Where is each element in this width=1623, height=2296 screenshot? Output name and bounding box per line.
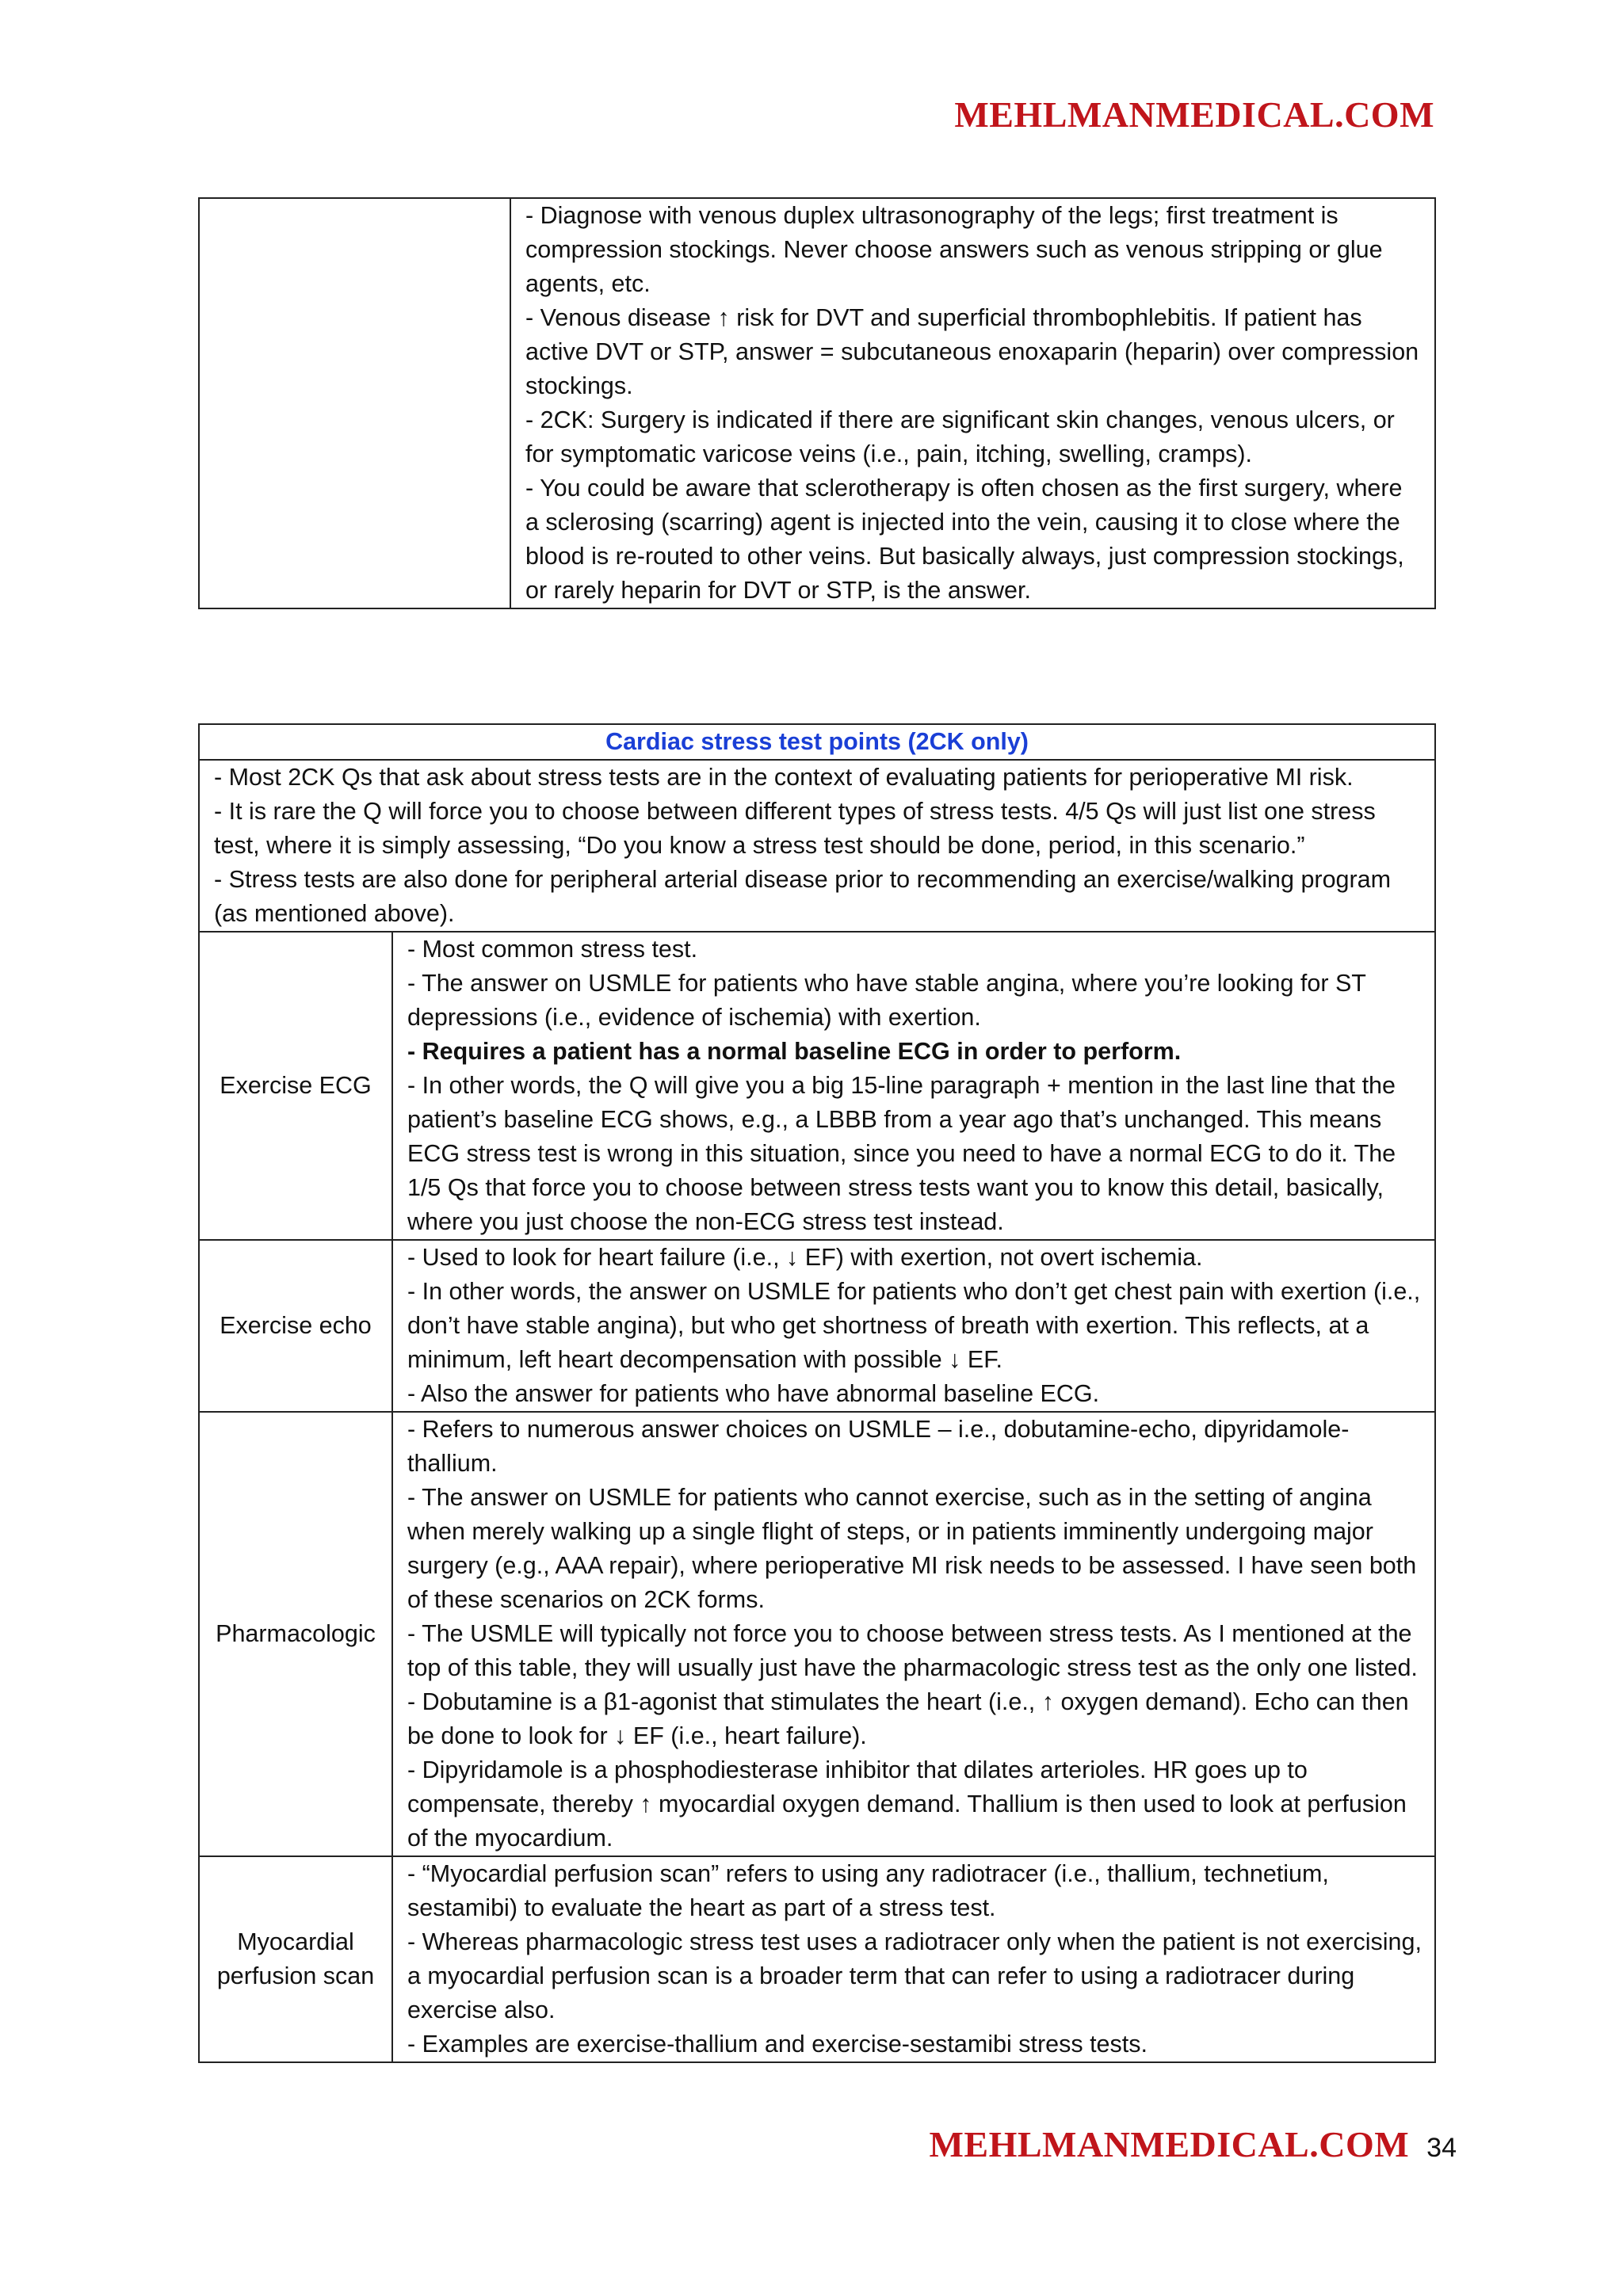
row-content [392, 1856, 1435, 2062]
table-row [199, 198, 1435, 608]
row-label-exercise-echo: Exercise echo [199, 1240, 392, 1412]
table-row [199, 1856, 1435, 2062]
page-footer [929, 2123, 1457, 2165]
header-brand: MEHLMANMEDICAL.COM [954, 94, 1434, 135]
bullet-line: - Venous disease ↑ risk for DVT and superficial thrombophlebitis. If patient has active DVT or STP, answer = subcutaneous enoxaparin (heparin) over compression stockings. [525, 304, 1419, 399]
bullet-line: - The answer on USMLE for patients who cannot exercise, such as in the setting of angina when merely walking up a single flight of steps, or in patients imminently undergoing major surgery (e.g., AAA repair), where perioperative MI risk needs to be assessed. I have seen both of these scenarios on 2CK forms. [407, 1484, 1417, 1613]
bullet-line: - “Myocardial perfusion scan” refers to using any radiotracer (i.e., thallium, technetium, sestamibi) to evaluate the heart as part of a stress test. [407, 1860, 1329, 1921]
bullet-line: - Stress tests are also done for peripheral arterial disease prior to recommending an exercise/walking program (as mentioned above). [214, 866, 1392, 927]
bullet-line: - Used to look for heart failure (i.e., ↓ EF) with exertion, not overt ischemia. [407, 1244, 1203, 1271]
bullet-line: - Dobutamine is a β1-agonist that stimulates the heart (i.e., ↑ oxygen demand). Echo can then be done to look for ↓ EF (i.e., heart failure). [407, 1688, 1409, 1749]
table-intro-cell [199, 760, 1435, 932]
bullet-line: - Also the answer for patients who have abnormal baseline ECG. [407, 1380, 1100, 1407]
table-intro-row [199, 760, 1435, 932]
bullet-line: - Most 2CK Qs that ask about stress tests are in the context of evaluating patients for perioperative MI risk. [214, 764, 1354, 791]
table-content-cell [510, 198, 1435, 608]
row-content [392, 1240, 1435, 1412]
table-label-cell [199, 198, 510, 608]
bullet-line: - You could be aware that sclerotherapy is often chosen as the first surgery, where a sclerosing (scarring) agent is injected into the vein, causing it to close where the blood is re-routed to other veins. But basically always, just compression stockings, or rarely heparin for DVT or STP, is the answer. [525, 475, 1404, 604]
bullet-line: - 2CK: Surgery is indicated if there are significant skin changes, venous ulcers, or for symptomatic varicose veins (i.e., pain, itching, swelling, cramps). [525, 406, 1395, 467]
bullet-line: - The answer on USMLE for patients who have stable angina, where you’re looking for ST depressions (i.e., evidence of ischemia) with exertion. [407, 970, 1366, 1031]
cardiac-stress-test-table [198, 723, 1436, 2063]
bullet-line: - Most common stress test. [407, 936, 698, 963]
varicose-veins-table [198, 197, 1436, 609]
bullet-line: - It is rare the Q will force you to choose between different types of stress tests. 4/5 Qs will just list one stress test, where it is simply assessing, “Do you know a stress test should be done, period, in this scenario.” [214, 798, 1376, 859]
row-content [392, 1412, 1435, 1856]
table-row [199, 1412, 1435, 1856]
row-content [392, 932, 1435, 1240]
bullet-line: - Refers to numerous answer choices on USMLE – i.e., dobutamine-echo, dipyridamole-thallium. [407, 1416, 1350, 1477]
bullet-line: - In other words, the answer on USMLE for patients who don’t get chest pain with exertion (i.e., don’t have stable angina), but who get shortness of breath with exertion. This reflects, at a minimum, left heart decompensation with possible ↓ EF. [407, 1278, 1421, 1373]
row-label-myocardial-perfusion-scan [199, 1856, 392, 2062]
bullet-line: - The USMLE will typically not force you to choose between stress tests. As I mentioned at the top of this table, they will usually just have the pharmacologic stress test as the only one listed. [407, 1620, 1418, 1681]
bullet-line: - Examples are exercise-thallium and exercise-sestamibi stress tests. [407, 2031, 1148, 2058]
label-line: perfusion scan [216, 1962, 375, 1989]
bullet-line: - Dipyridamole is a phosphodiesterase inhibitor that dilates arterioles. HR goes up to compensate, thereby ↑ myocardial oxygen demand. Thallium is then used to look at perfusion of the myocardium. [407, 1756, 1407, 1852]
label-line: Myocardial [237, 1928, 354, 1955]
page-number: 34 [1426, 2133, 1457, 2163]
bullet-line: - Whereas pharmacologic stress test uses a radiotracer only when the patient is not exercising, a myocardial perfusion scan is a broader term that can refer to using a radiotracer during exercise also. [407, 1928, 1422, 2023]
table-title: Cardiac stress test points (2CK only) [199, 724, 1435, 760]
table-header-row [199, 724, 1435, 760]
row-label-pharmacologic: Pharmacologic [199, 1412, 392, 1856]
bullet-line: - In other words, the Q will give you a big 15-line paragraph + mention in the last line that the patient’s baseline ECG shows, e.g., a LBBB from a year ago that’s unchanged. This means ECG stress test is wrong in this situation, since you need to have a normal ECG to do it. The 1/5 Qs that force you to choose between stress tests want you to know this detail, basically, where you just choose the non-ECG stress test instead. [407, 1072, 1396, 1235]
footer-brand: MEHLMANMEDICAL.COM [929, 2124, 1410, 2164]
row-label-exercise-ecg: Exercise ECG [199, 932, 392, 1240]
bullet-line-bold: - Requires a patient has a normal baseline ECG in order to perform. [407, 1038, 1182, 1065]
bullet-line: - Diagnose with venous duplex ultrasonography of the legs; first treatment is compression stockings. Never choose answers such as venous stripping or glue agents, etc. [525, 202, 1383, 297]
table-row [199, 1240, 1435, 1412]
table-row [199, 932, 1435, 1240]
